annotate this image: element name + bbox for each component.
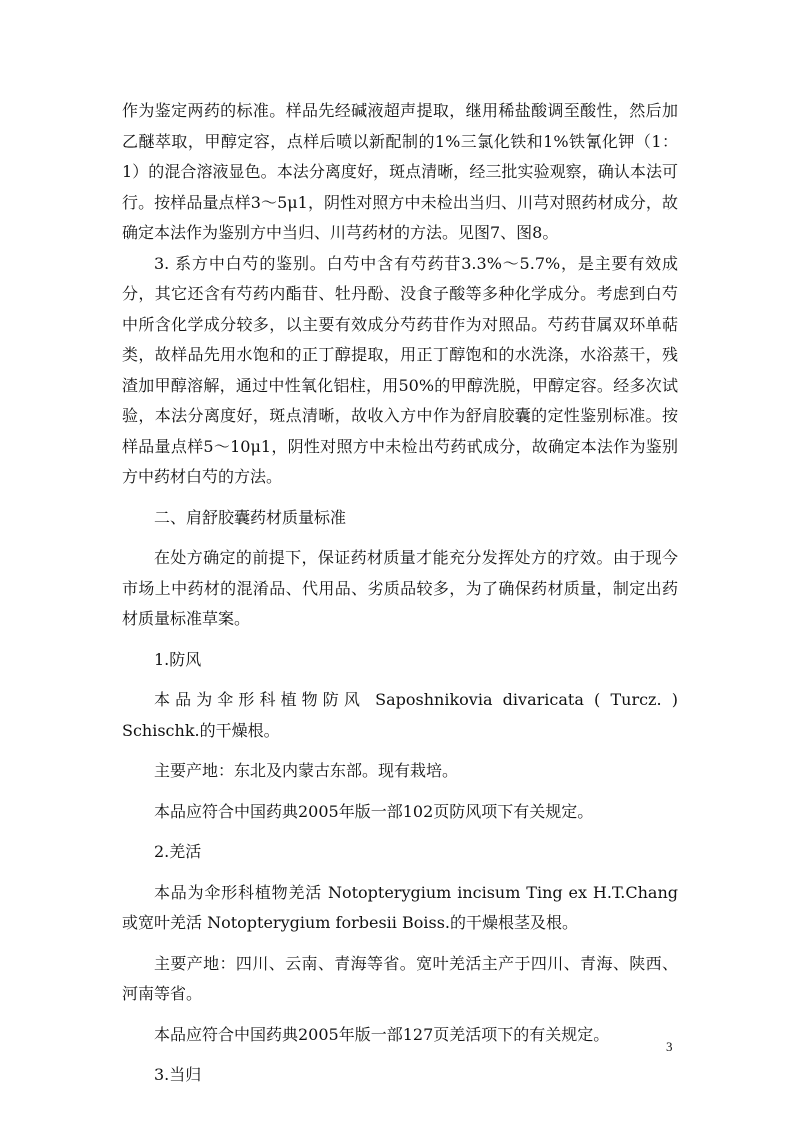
paragraph-qianghuo-origin: 主要产地：四川、云南、青海等省。宽叶羌活主产于四川、青海、陕西、河南等省。 bbox=[122, 953, 678, 1003]
paragraph-intro-quality: 在处方确定的前提下，保证药材质量才能充分发挥处方的疗效。由于现今市场上中药材的混淆品、代用品、劣质品较多，为了确保药材质量，制定出药材质量标准草案。 bbox=[122, 548, 678, 628]
paragraph-tlc-method: 作为鉴定两药的标准。样品先经碱液超声提取，继用稀盐酸调至酸性，然后加乙醚萃取，甲醇定容，点样后喷以新配制的1%三氯化铁和1%铁氰化钾（1：1）的混合溶液显色。本法分离度好，斑点清晰，经三批实验观察，确认本法可行。按样品量点样3～5μ1，阴性对照方中未检出当归、川芎对照药材成分，故确定本法作为鉴别方中当归、川芎药材的方法。见图7、图8。 bbox=[122, 101, 678, 242]
page-number: 3 bbox=[666, 1039, 673, 1054]
section-gap bbox=[122, 1010, 678, 1020]
section-gap bbox=[122, 635, 678, 645]
section-gap bbox=[122, 787, 678, 797]
paragraph-qianghuo-pharmacopoeia: 本品应符合中国药典2005年版一部127页羌活项下的有关规定。 bbox=[154, 1024, 610, 1044]
section-gap bbox=[122, 827, 678, 837]
section-gap bbox=[122, 939, 678, 949]
section-gap bbox=[122, 868, 678, 878]
section-gap bbox=[122, 1050, 678, 1060]
paragraph-fangfeng-source: 本品为伞形科植物防风 Saposhnikovia divaricata ( Turcz. ) Schischk.的干燥根。 bbox=[122, 690, 678, 740]
paragraph-baishao-identification: 3. 系方中白芍的鉴别。白芍中含有芍药苷3.3%～5.7%，是主要有效成分，其它还含有芍药内酯苷、牡丹酚、没食子酸等多种化学成分。考虑到白芍中所含化学成分较多，以主要有效成分芍药苷作为对照品。芍药苷属双环单萜类，故样品先用水饱和的正丁醇提取，用正丁醇饱和的水洗涤，水浴蒸干，残渣加甲醇溶解，通过中性氧化铝柱，用50%的甲醇洗脱，甲醇定容。经多次试验，本法分离度好，斑点清晰，故收入方中作为舒肩胶囊的定性鉴别标准。按样品量点样5～10μ1，阴性对照方中未检出芍药甙成分，故确定本法作为鉴别方中药材白芍的方法。 bbox=[122, 253, 678, 486]
section-heading-quality-standard: 二、肩舒胶囊药材质量标准 bbox=[154, 507, 347, 527]
section-gap bbox=[122, 493, 678, 503]
paragraph-fangfeng-pharmacopoeia: 本品应符合中国药典2005年版一部102页防风项下有关规定。 bbox=[154, 801, 594, 821]
subheading-qianghuo: 2.羌活 bbox=[154, 842, 202, 861]
subheading-danggui: 3.当归 bbox=[154, 1065, 202, 1084]
paragraph-fangfeng-origin: 主要产地：东北及内蒙古东部。现有栽培。 bbox=[154, 761, 459, 780]
subheading-fangfeng: 1.防风 bbox=[154, 649, 202, 669]
paragraph-qianghuo-source: 本品为伞形科植物羌活 Notopterygium incisum Ting ex H.T.Chang 或宽叶羌活 Notopterygium forbesii Boiss.的干燥根茎及根。 bbox=[122, 882, 678, 932]
section-gap bbox=[122, 533, 678, 543]
section-gap bbox=[122, 675, 678, 685]
document-body bbox=[122, 96, 678, 1091]
section-gap bbox=[122, 746, 678, 756]
